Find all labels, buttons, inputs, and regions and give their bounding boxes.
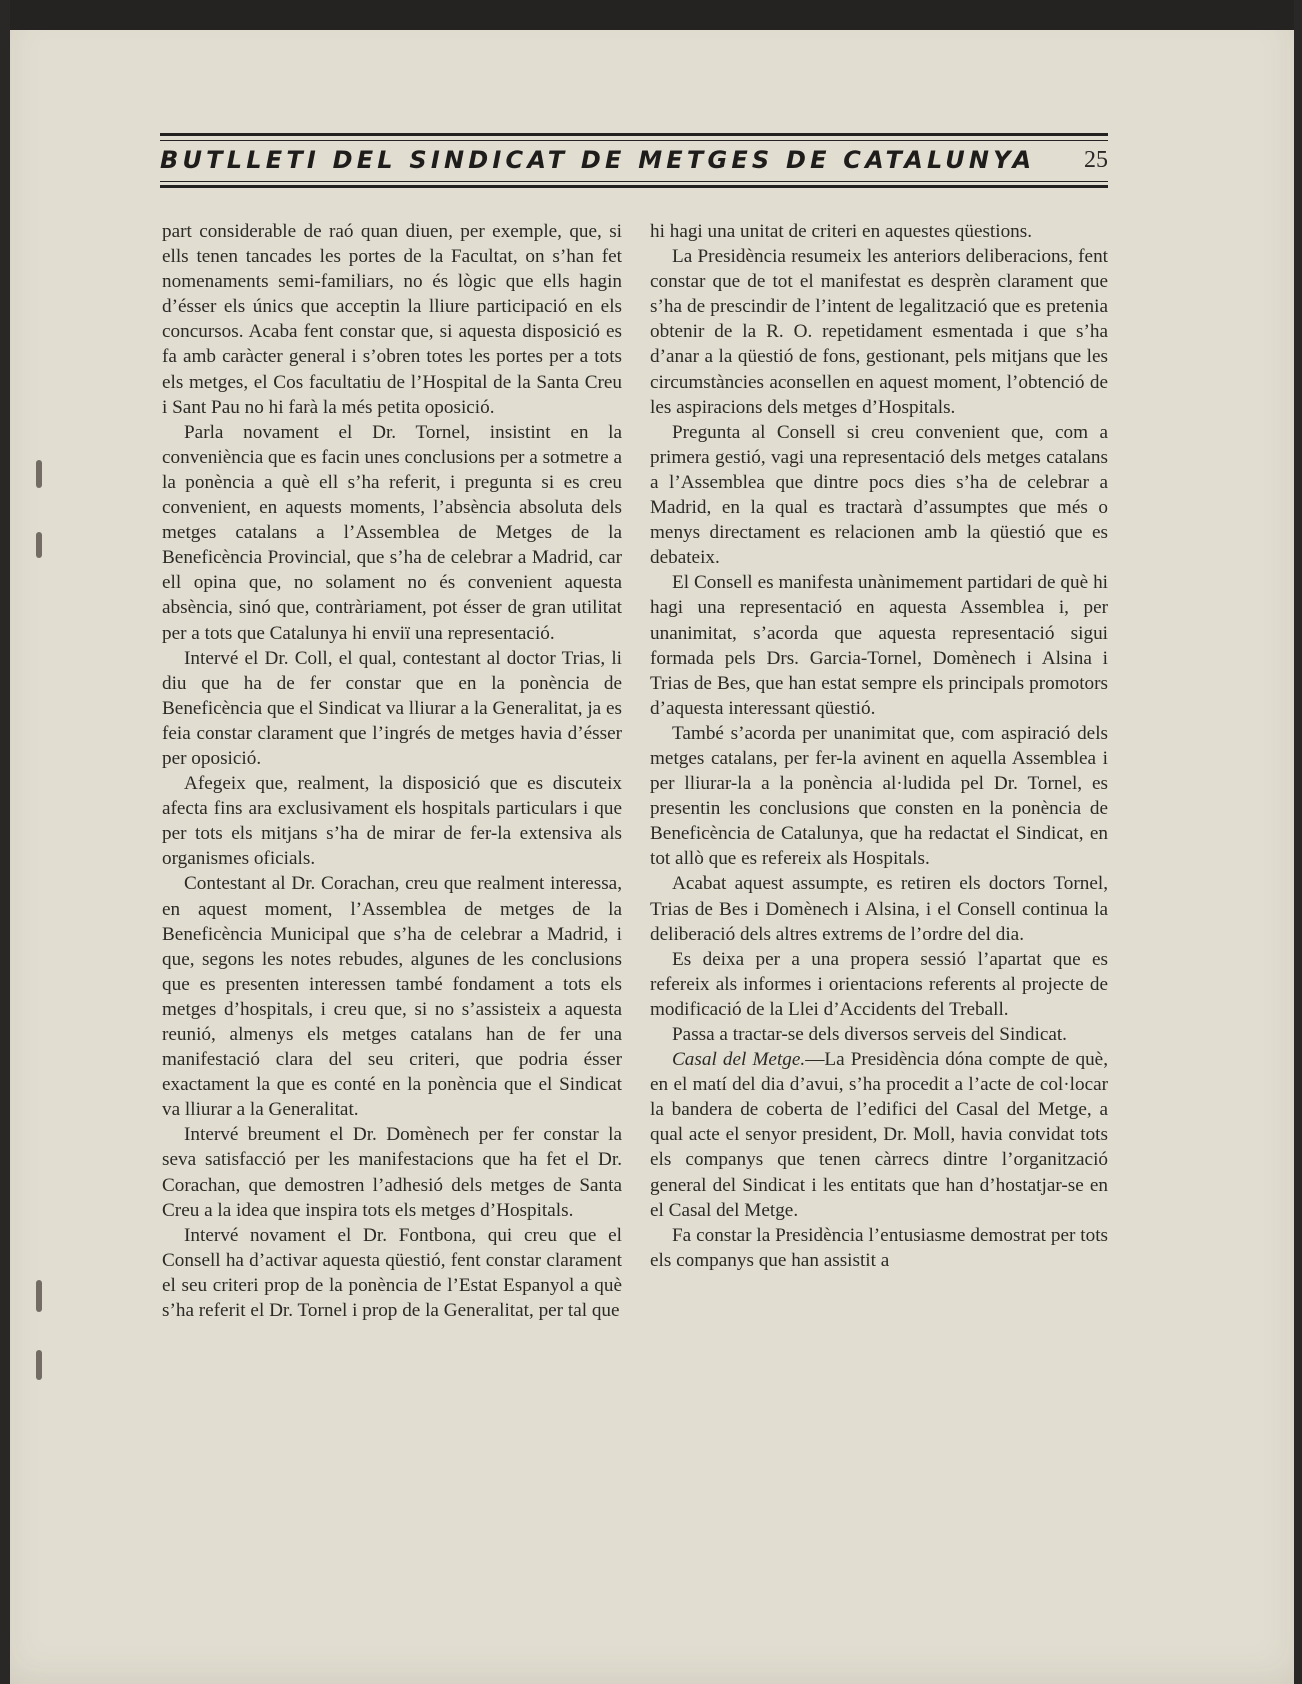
page-number: 25 <box>1084 147 1108 173</box>
paragraph: Afegeix que, realment, la disposició que es discuteix afecta fins ara exclusivament els hospitals particulars i que per tots els mitjans s’ha de mirar de fer-la extensiva als organismes oficials. <box>162 773 622 870</box>
margin-mark <box>36 1280 42 1312</box>
paragraph: Passa a tractar-se dels diversos serveis del Sindicat. <box>672 1024 1067 1045</box>
margin-mark <box>36 532 42 558</box>
header-rule <box>160 140 1108 141</box>
section-heading: Casal del Metge. <box>672 1049 806 1071</box>
left-column <box>162 219 622 1323</box>
paragraph: part considerable de raó quan diuen, per exemple, que, si ells tenen tancades les portes de la Facultat, on s’han fet nomenaments semi-familiars, no és lògic que ells hagin d’ésser els únics que acceptin la lliure participació en els concursos. Acaba fent constar que, si aquesta disposició es fa amb caràcter general i s’obren totes les portes per a tots els metges, el Cos facultatiu de l’Hospital de la Santa Creu i Sant Pau no hi farà la més petita oposició. <box>162 221 622 418</box>
scan-edge-right <box>1294 0 1302 1684</box>
scan-edge-top <box>0 0 1302 30</box>
paragraph: També s’acorda per unanimitat que, com aspiració dels metges catalans, per fer-la avinent en aquella Assemblea i per lliurar-la a la ponència al·ludida pel Dr. Tornel, es presentin les conclusions que consten en la ponència de Beneficència de Catalunya, que ha redactat el Sindicat, en tot allò que es refereix als Hospitals. <box>650 722 1108 870</box>
margin-mark <box>36 1350 42 1380</box>
paragraph: Acabat aquest assumpte, es retiren els doctors Tornel, Trias de Bes i Domènech i Alsina, i el Consell continua la deliberació dels altres extrems de l’ordre del dia. <box>650 873 1108 945</box>
paragraph: Intervé novament el Dr. Fontbona, qui creu que el Consell ha d’activar aquesta qüestió, fent constar clarament el seu criteri prop de la ponència de l’Estat Espanyol a què s’ha referit el Dr. Tornel i prop de la Generalitat, per tal que <box>162 1224 622 1322</box>
paragraph-text: —La Presidència dóna compte de què, en el matí del dia d’avui, s’ha procedit a l’acte de col·locar la bandera de coberta de l’edifici del Casal del Metge, a qual acte el senyor president, Dr. Moll, havia convidat tots els companys que tenen càrrecs dintre l’organització general del Sindicat i les entitats que han d’hostatjar-se en el Casal del Metge. <box>650 1049 1108 1221</box>
header-rule <box>160 185 1108 188</box>
casal-paragraph <box>650 1047 1108 1223</box>
paragraph: Pregunta al Consell si creu convenient que, com a primera gestió, vagi una representació dels metges catalans a l’Assemblea que dintre pocs dies s’ha de celebrar a Madrid, en la qual es tractarà d’assumptes que més o menys directament es relacionen amb la qüestió que es debateix. <box>650 421 1108 569</box>
paragraph: Contestant al Dr. Corachan, creu que realment interessa, en aquest moment, l’Assemblea de metges de la Beneficència Municipal que s’ha de celebrar a Madrid, i que, segons les notes rebudes, algunes de les conclusions que es presenten interessen també fondament a tots els metges d’hospitals, i creu que, si no s’assisteix a aquesta reunió, almenys els metges catalans han de fer una manifestació clara del seu criteri, que podria ésser exactament la que es conté en la ponència que el Sindicat va lliurar a la Generalitat. <box>162 873 622 1121</box>
paragraph: Parla novament el Dr. Tornel, insistint en la conveniència que es facin unes conclusions per a sotmetre a la ponència a què ell s’ha referit, i pregunta si es creu convenient, en aquests moments, l’absència absoluta dels metges catalans a l’Assemblea de Metges de la Beneficència Provincial, que s’ha de celebrar a Madrid, car ell opina que, no solament no és convenient aquesta absència, sinó que, contràriament, pot ésser de gran utilitat per a tots que Catalunya hi enviï una representació. <box>162 421 622 644</box>
header-rule <box>160 133 1108 136</box>
paragraph: hi hagi una unitat de criteri en aquestes qüestions. <box>650 221 1033 242</box>
paragraph: Fa constar la Presidència l’entusiasme demostrat per tots els companys que han assistit a <box>650 1224 1108 1271</box>
scan-edge-left <box>0 0 10 1684</box>
paragraph: El Consell es manifesta unànimement partidari de què hi hagi una representació en aquesta Assemblea i, per unanimitat, s’acorda que aquesta representació sigui formada pels Drs. Garcia-Tornel, Domènech i Alsina i Trias de Bes, que han estat sempre els principals promotors d’aquesta interessant qüestió. <box>650 572 1108 719</box>
margin-mark <box>36 460 42 488</box>
header-rule <box>160 181 1108 182</box>
running-header <box>160 133 1108 189</box>
paragraph: Intervé breument el Dr. Domènech per fer constar la seva satisfacció per les manifestacions que ha fet el Dr. Corachan, que demostren l’adhesió dels metges de Santa Creu a la idea que inspira tots els metges d’Hospitals. <box>162 1124 622 1221</box>
paragraph: Es deixa per a una propera sessió l’apartat que es refereix als informes i orientacions referents al projecte de modificació de la Llei d’Accidents del Treball. <box>650 948 1108 1020</box>
journal-title: BUTLLETI DEL SINDICAT DE METGES DE CATALUNYA <box>160 146 1036 174</box>
right-column <box>650 219 1108 1273</box>
paragraph: Intervé el Dr. Coll, el qual, contestant al doctor Trias, li diu que ha de fer constar que en la ponència de Beneficència que el Sindicat va lliurar a la Generalitat, ja es feia constar clarament que l’ingrés de metges havia d’ésser per oposició. <box>162 647 622 769</box>
paragraph: La Presidència resumeix les anteriors deliberacions, fent constar que de tot el manifestat es desprèn clarament que s’ha de prescindir de l’intent de legalització que es pretenia obtenir de la R. O. repetidament esmentada i que s’ha d’anar a la qüestió de fons, gestionant, pels mitjans que les circumstàncies aconsellen en aquest moment, l’obtenció de les aspiracions dels metges d’Hospitals. <box>650 246 1108 418</box>
